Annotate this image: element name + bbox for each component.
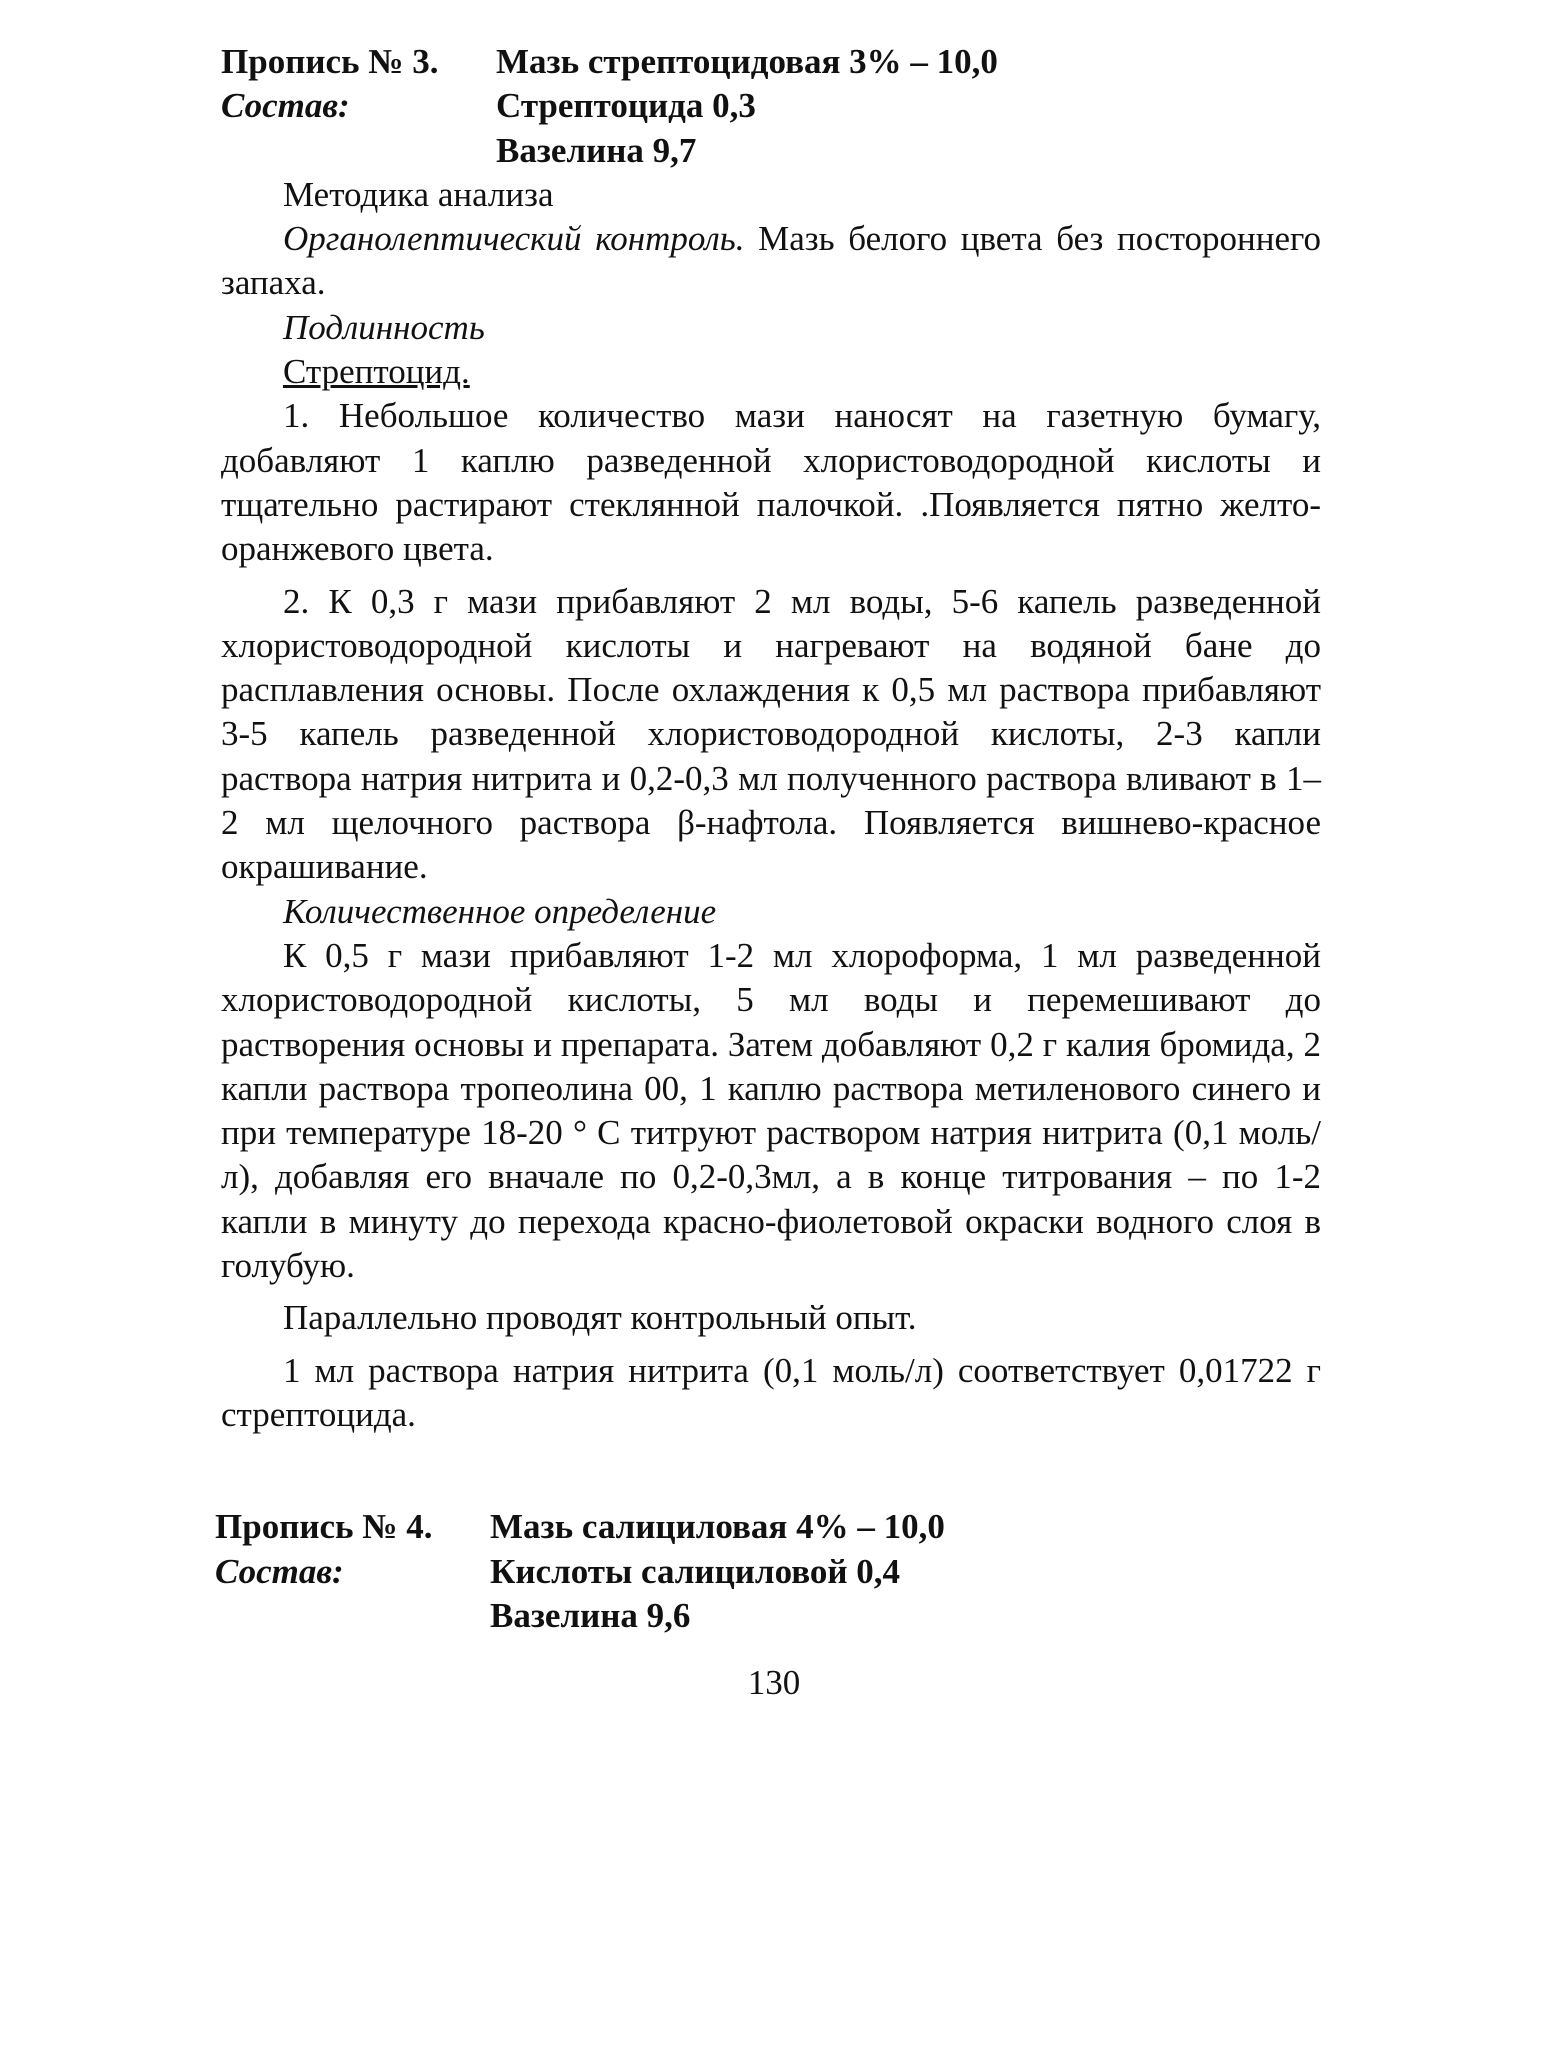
identity-test-1: 1. Небольшое количество мази наносят на газетную бумагу, добавляют 1 каплю разведенной хлористоводородной кислоты и тщательно растирают стеклянной палочкой. .Появляется пятно желто-оранжевого цвета.	[221, 396, 1321, 569]
document-page	[215, 40, 1322, 1638]
recipe-3-ingredient: Стрептоцида 0,3	[496, 86, 756, 126]
identity-test-2: 2. К 0,3 г мази прибавляют 2 мл воды, 5-6 капель разведенной хлористоводородной кислоты и нагревают на водяной бане до расплавления основы. После охлаждения к 0,5 мл раствора прибавляют 3-5 капель разведенной хлористоводородной кислоты, 2-3 капли раствора натрия нитрита и 0,2-0,3 мл полученного раствора вливают в 1–2 мл щелочного раствора β-нафтола. Появляется вишнево-красное окрашивание.	[221, 581, 1321, 887]
recipe-4-block	[215, 1505, 1321, 1638]
recipe-3-composition-label: Состав:	[221, 86, 350, 126]
recipe-3-label: Пропись № 3.	[221, 42, 439, 81]
recipe-3-title: Мазь стрептоцидовая 3% – 10,0	[496, 42, 998, 81]
method-heading: Методика анализа	[283, 174, 554, 214]
page-number: 130	[747, 1663, 801, 1702]
recipe-3-block	[221, 40, 1321, 173]
recipe-4-ingredient: Вазелина 9,6	[490, 1595, 691, 1635]
control-paragraph: Параллельно проводят контрольный опыт.	[283, 1298, 917, 1338]
organoleptic-paragraph	[221, 217, 1321, 306]
recipe-4-label: Пропись № 4.	[215, 1507, 433, 1547]
organoleptic-text: Мазь белого цвета без постороннего запаха.	[221, 219, 1322, 303]
quantitative-heading: Количественное определение	[283, 891, 717, 931]
recipe-4-ingredient: Кислоты салициловой 0,4	[490, 1551, 901, 1591]
identity-heading: Подлинность	[283, 307, 485, 347]
substance-heading: Стрептоцид.	[283, 352, 470, 392]
recipe-4-title: Мазь салициловая 4% – 10,0	[490, 1507, 945, 1547]
quantitative-paragraph: К 0,5 г мази прибавляют 1-2 мл хлороформа, 1 мл разведенной хлористоводородной кислоты, 5 мл воды и перемешивают до растворения основы и препарата. Затем добавляют 0,2 г калия бромида, 2 капли раствора тропеолина 00, 1 каплю раствора метиленового синего и при температуре 18-20 ° С титруют раствором натрия нитрита (0,1 моль/л), добавляя его вначале по 0,2-0,3мл, а в конце титрования – по 1-2 капли в минуту до перехода красно-фиолетовой окраски водного слоя в голубую.	[221, 935, 1321, 1286]
organoleptic-label: Органолептический контроль.	[283, 219, 745, 259]
equivalence-paragraph: 1 мл раствора натрия нитрита (0,1 моль/л) соответствует 0,01722 г стрептоцида.	[221, 1350, 1321, 1434]
recipe-3-ingredient: Вазелина 9,7	[496, 130, 697, 170]
recipe-4-composition-label: Состав:	[215, 1551, 344, 1591]
